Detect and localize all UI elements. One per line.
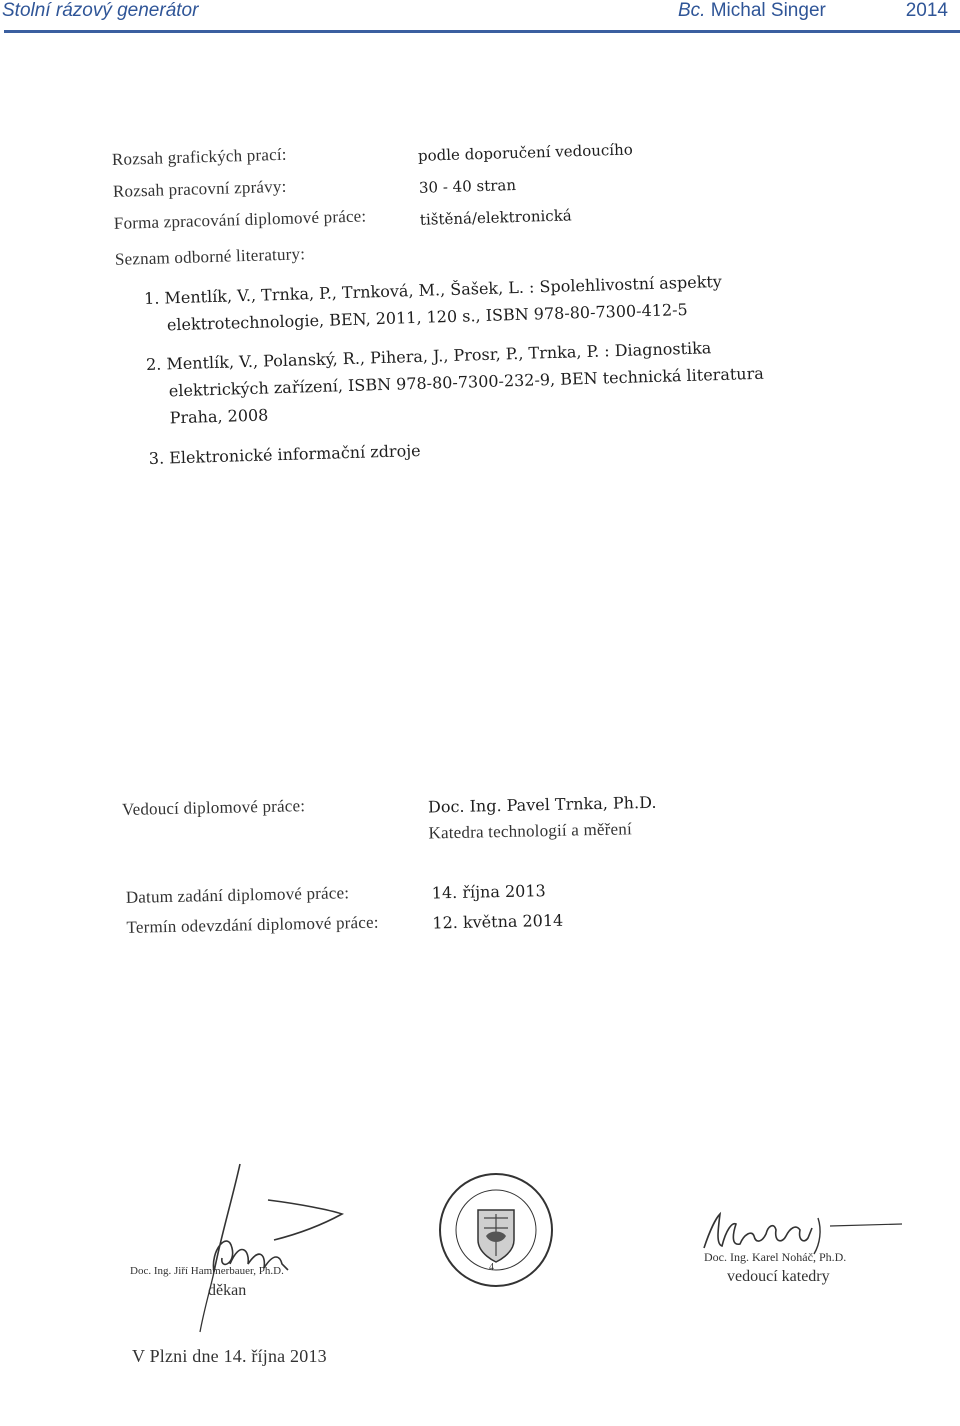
report-scope-value: 30 - 40 stran xyxy=(418,175,517,197)
dean-name: Doc. Ing. Jiří Hammerbauer, Ph.D. xyxy=(130,1265,284,1277)
reference-3 xyxy=(148,437,421,472)
supervisor-label: Vedoucí diplomové práce: xyxy=(121,796,306,819)
assigned-date-label: Datum zadání diplomové práce: xyxy=(125,883,350,907)
year: 2014 xyxy=(905,0,948,21)
reference-2-line-3: Praha, 2008 xyxy=(169,405,269,428)
supervisor-department: Katedra technologií a měření xyxy=(428,819,633,843)
reference-1 xyxy=(144,268,723,339)
head-name: Doc. Ing. Karel Noháč, Ph.D. xyxy=(704,1250,847,1264)
report-scope-label: Rozsah pracovní zprávy: xyxy=(112,176,287,201)
supervisor-name: Doc. Ing. Pavel Trnka, Ph.D. xyxy=(427,792,657,817)
graphics-scope-label: Rozsah grafických prací: xyxy=(111,144,287,169)
reference-1-line-2: elektrotechnologie, BEN, 2011, 120 s., ISBN 978-80-7300-412-5 xyxy=(166,299,688,335)
seal-number: 4 xyxy=(489,1262,494,1273)
dean-signature xyxy=(170,1160,370,1340)
author-prefix: Bc. xyxy=(678,0,706,21)
due-date-label: Termín odevzdání diplomové práce: xyxy=(126,912,379,937)
graphics-scope-value: podle doporučení vedoucího xyxy=(417,140,633,165)
due-date-value: 12. května 2014 xyxy=(432,910,564,933)
form-value: tištěná/elektronická xyxy=(419,206,572,229)
literature-label: Seznam odborné literatury: xyxy=(114,244,306,269)
assignment-fields xyxy=(0,0,960,483)
form-label: Forma zpracování diplomové práce: xyxy=(113,206,367,233)
reference-2-line-2: elektrických zařízení, ISBN 978-80-7300-232-9, BEN technická literatura xyxy=(168,363,765,401)
reference-3-line-1: 3. Elektronické informační zdroje xyxy=(148,440,421,468)
reference-1-line-1: 1. Mentlík, V., Trnka, P., Trnková, M., Šašek, L. : Spolehlivostní aspekty xyxy=(143,271,723,309)
assigned-date-value: 14. října 2013 xyxy=(431,881,546,903)
reference-2-line-1: 2. Mentlík, V., Polanský, R., Pihera, J., Prosr, P., Trnka, P. : Diagnostika xyxy=(145,338,712,375)
head-role: vedoucí katedry xyxy=(727,1268,830,1285)
place-date: V Plzni dne 14. října 2013 xyxy=(132,1346,327,1366)
dean-role: děkan xyxy=(208,1282,247,1299)
university-seal xyxy=(436,1170,556,1290)
reference-2 xyxy=(146,333,765,432)
author-name: Michal Singer xyxy=(710,0,826,21)
document-title: Stolní rázový generátor xyxy=(2,0,199,21)
supervisor-and-dates xyxy=(0,762,960,962)
